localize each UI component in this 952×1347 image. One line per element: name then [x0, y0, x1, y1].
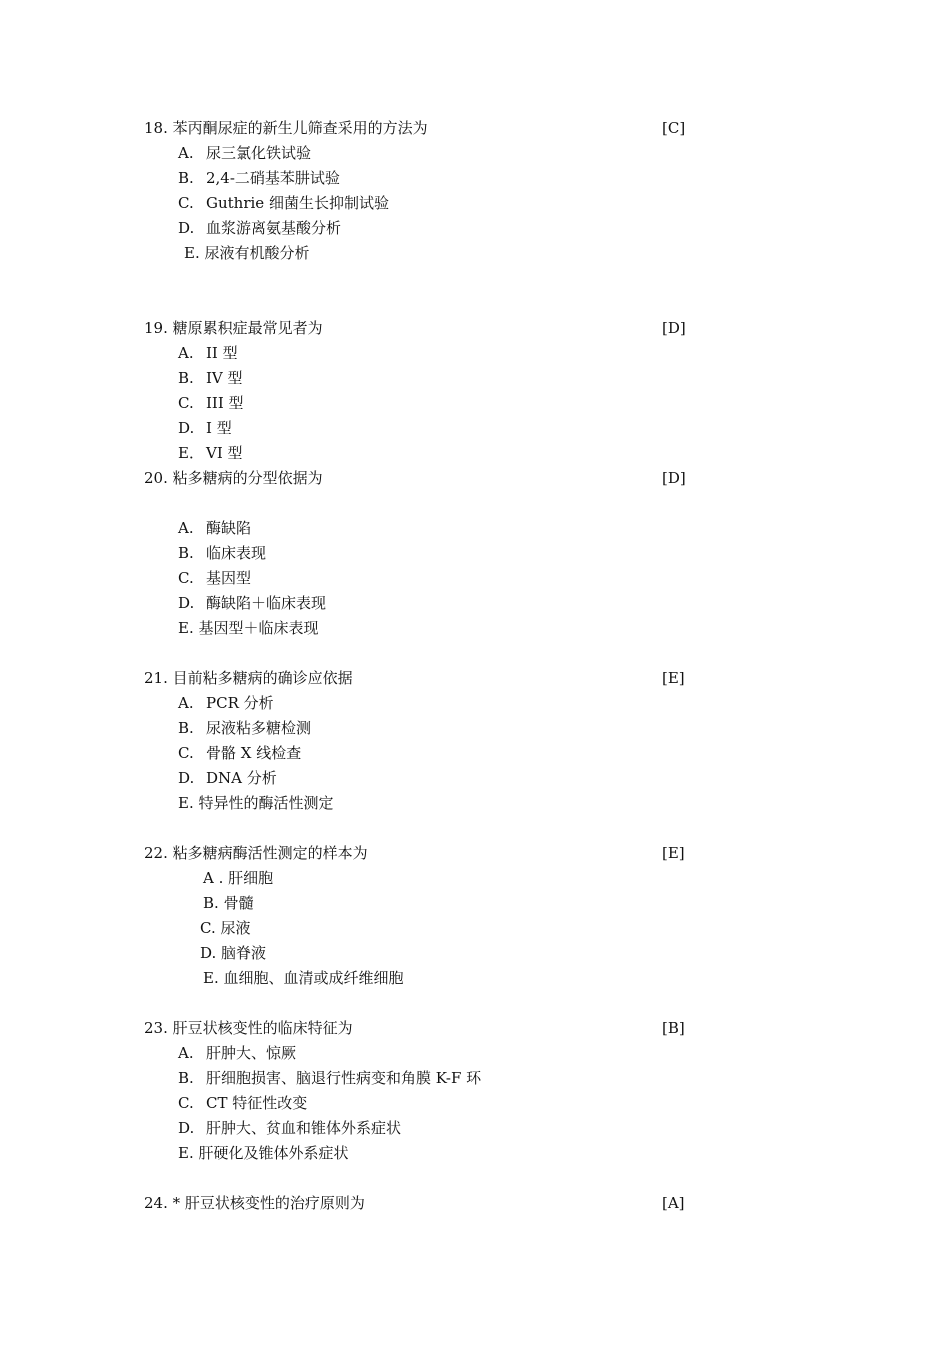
- option-a: [178, 143, 311, 163]
- option-label: A.: [178, 519, 194, 537]
- option-label: B.: [178, 169, 194, 187]
- option-text: 骨髓: [223, 894, 254, 912]
- option-text: 肝细胞损害、脑退行性病变和角膜 K-F 环: [206, 1069, 482, 1087]
- option-label: C.: [178, 394, 194, 412]
- option-text: II 型: [206, 344, 238, 362]
- option-e: [178, 1143, 349, 1163]
- option-text: 尿液: [220, 919, 251, 937]
- option-text: 基因型: [206, 569, 252, 587]
- question-22: [144, 843, 704, 863]
- question-stem: 糖原累积症最常见者为: [172, 319, 323, 337]
- option-text: VI 型: [206, 444, 243, 462]
- option-d: [178, 1118, 401, 1138]
- question-stem: 肝豆状核变性的临床特征为: [172, 1019, 353, 1037]
- option-text: 脑脊液: [221, 944, 267, 962]
- option-d: [200, 943, 266, 963]
- option-c: [178, 1093, 307, 1113]
- answer-key: [E]: [662, 669, 685, 687]
- option-label: E.: [178, 794, 194, 812]
- option-label: D.: [178, 1119, 195, 1137]
- option-a: [178, 518, 251, 538]
- option-text: 尿三氯化铁试验: [206, 144, 312, 162]
- option-label: A.: [178, 344, 194, 362]
- question-stem: * 肝豆状核变性的治疗原则为: [172, 1194, 365, 1212]
- option-label: B.: [178, 1069, 194, 1087]
- option-text: PCR 分析: [206, 694, 274, 712]
- option-label: D.: [178, 594, 195, 612]
- option-label: C.: [178, 744, 194, 762]
- question-20: [144, 468, 704, 488]
- question-18: [144, 118, 704, 138]
- question-number: 18.: [144, 119, 168, 137]
- answer-key: [B]: [662, 1019, 685, 1037]
- option-c: [178, 743, 301, 763]
- answer-key: [D]: [662, 469, 686, 487]
- option-label: B.: [203, 894, 219, 912]
- option-text: 酶缺陷: [206, 519, 252, 537]
- option-text: 临床表现: [206, 544, 267, 562]
- option-text: I 型: [206, 419, 232, 437]
- option-label: A.: [178, 144, 194, 162]
- option-text: III 型: [206, 394, 244, 412]
- option-b: [178, 718, 311, 738]
- answer-key: [E]: [662, 844, 685, 862]
- option-label: E.: [184, 244, 200, 262]
- option-label: A.: [178, 1044, 194, 1062]
- option-text: 骨骼 X 线检查: [206, 744, 302, 762]
- option-label: C.: [178, 569, 194, 587]
- option-d: [178, 418, 232, 438]
- option-label: B.: [178, 369, 194, 387]
- option-text: 肝肿大、惊厥: [206, 1044, 297, 1062]
- option-b: [178, 168, 340, 188]
- answer-key: [C]: [662, 119, 686, 137]
- option-label: D.: [178, 419, 195, 437]
- option-d: [178, 768, 277, 788]
- question-23: [144, 1018, 704, 1038]
- question-stem: 粘多糖病酶活性测定的样本为: [172, 844, 368, 862]
- option-text: IV 型: [206, 369, 243, 387]
- option-e: [178, 793, 334, 813]
- option-label: A.: [178, 694, 194, 712]
- option-text: Guthrie 细菌生长抑制试验: [206, 194, 389, 212]
- option-label: C.: [178, 1094, 194, 1112]
- option-b: [178, 1068, 481, 1088]
- option-c: [178, 193, 389, 213]
- option-label: E．: [178, 444, 204, 462]
- option-text: 特异性的酶活性测定: [198, 794, 334, 812]
- option-text: 尿液有机酸分析: [204, 244, 310, 262]
- option-text: 2,4-二硝基苯肼试验: [206, 169, 340, 187]
- question-stem: 苯丙酮尿症的新生儿筛查采用的方法为: [172, 119, 428, 137]
- option-a: [178, 693, 274, 713]
- option-label: E.: [178, 619, 194, 637]
- question-stem: 粘多糖病的分型依据为: [172, 469, 323, 487]
- option-a: [178, 1043, 296, 1063]
- option-text: 血浆游离氨基酸分析: [206, 219, 342, 237]
- option-b: [178, 368, 243, 388]
- option-b: [178, 543, 266, 563]
- option-label: C.: [200, 919, 216, 937]
- option-e: [178, 443, 243, 463]
- option-e: [184, 243, 310, 263]
- option-label: E.: [178, 1144, 194, 1162]
- option-label: C.: [178, 194, 194, 212]
- question-number: 22.: [144, 844, 168, 862]
- option-text: 基因型＋临床表现: [198, 619, 319, 637]
- option-label: A .: [203, 869, 224, 887]
- question-number: 19.: [144, 319, 168, 337]
- option-c: [178, 393, 244, 413]
- option-b: [203, 893, 254, 913]
- option-d: [178, 593, 326, 613]
- option-c: [178, 568, 251, 588]
- option-label: B.: [178, 719, 194, 737]
- option-e: [203, 968, 404, 988]
- option-label: D.: [178, 769, 195, 787]
- option-label: E.: [203, 969, 219, 987]
- question-24: [144, 1193, 704, 1213]
- option-c: [200, 918, 251, 938]
- answer-key: [D]: [662, 319, 686, 337]
- option-text: 酶缺陷＋临床表现: [206, 594, 327, 612]
- question-number: 21.: [144, 669, 168, 687]
- option-label: D.: [200, 944, 217, 962]
- option-text: 肝肿大、贫血和锥体外系症状: [206, 1119, 402, 1137]
- question-stem: 目前粘多糖病的确诊应依据: [172, 669, 353, 687]
- option-label: B.: [178, 544, 194, 562]
- question-21: [144, 668, 704, 688]
- question-19: [144, 318, 704, 338]
- option-label: D.: [178, 219, 195, 237]
- option-e: [178, 618, 319, 638]
- option-a: [178, 343, 238, 363]
- answer-key: [A]: [662, 1194, 685, 1212]
- question-number: 23.: [144, 1019, 168, 1037]
- option-text: DNA 分析: [206, 769, 277, 787]
- option-a: [203, 868, 273, 888]
- option-text: CT 特征性改变: [206, 1094, 308, 1112]
- option-text: 肝细胞: [228, 869, 274, 887]
- question-number: 20.: [144, 469, 168, 487]
- option-text: 肝硬化及锥体外系症状: [198, 1144, 349, 1162]
- option-text: 血细胞、血清或成纤维细胞: [223, 969, 404, 987]
- option-text: 尿液粘多糖检测: [206, 719, 312, 737]
- question-number: 24.: [144, 1194, 168, 1212]
- option-d: [178, 218, 341, 238]
